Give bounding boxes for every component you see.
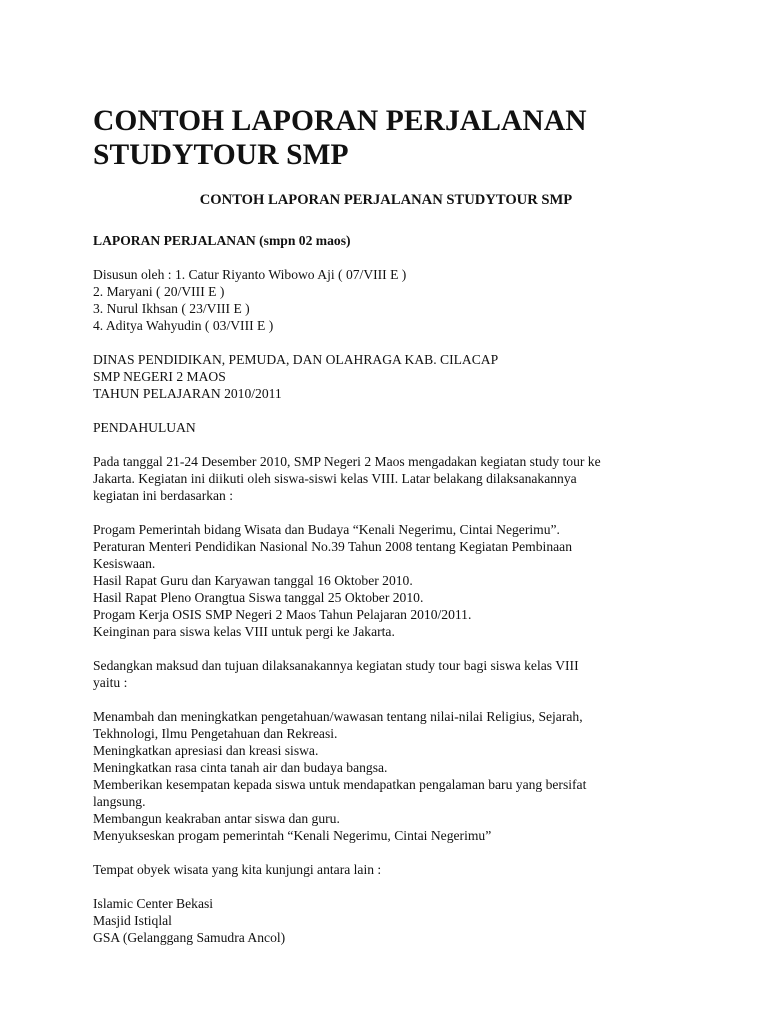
basis-item: Progam Kerja OSIS SMP Negeri 2 Maos Tahun Pelajaran 2010/2011. xyxy=(93,607,472,622)
intro-line: Pada tanggal 21-24 Desember 2010, SMP Negeri 2 Maos mengadakan kegiatan study tour ke xyxy=(93,454,601,469)
author-line: 2. Maryani ( 20/VIII E ) xyxy=(93,284,225,299)
document-subtitle: CONTOH LAPORAN PERJALANAN STUDYTOUR SMP xyxy=(199,192,573,208)
purpose-item: Menyukseskan progam pemerintah “Kenali Negerimu, Cintai Negerimu” xyxy=(93,828,492,843)
purpose-item: Menambah dan meningkatkan pengetahuan/wawasan tentang nilai-nilai Religius, Sejarah, xyxy=(93,709,583,724)
institution-line: TAHUN PELAJARAN 2010/2011 xyxy=(93,386,282,401)
basis-item: Hasil Rapat Pleno Orangtua Siswa tanggal 25 Oktober 2010. xyxy=(93,590,424,605)
basis-item: Peraturan Menteri Pendidikan Nasional No.39 Tahun 2008 tentang Kegiatan Pembinaan xyxy=(93,539,572,554)
place-item: GSA (Gelanggang Samudra Ancol) xyxy=(93,930,286,945)
document-title: CONTOH LAPORAN PERJALANAN STUDYTOUR SMP xyxy=(93,105,587,171)
intro-line: kegiatan ini berdasarkan : xyxy=(93,488,234,503)
institution-line: DINAS PENDIDIKAN, PEMUDA, DAN OLAHRAGA KAB. CILACAP xyxy=(93,352,499,367)
purpose-item: Meningkatkan rasa cinta tanah air dan budaya bangsa. xyxy=(93,760,388,775)
author-line: Disusun oleh : 1. Catur Riyanto Wibowo Aji ( 07/VIII E ) xyxy=(93,267,407,282)
author-line: 4. Aditya Wahyudin ( 03/VIII E ) xyxy=(93,318,274,333)
places-intro: Tempat obyek wisata yang kita kunjungi antara lain : xyxy=(93,862,382,877)
intro-line: Jakarta. Kegiatan ini diikuti oleh siswa-siswi kelas VIII. Latar belakang dilaksanakannya xyxy=(93,471,577,486)
basis-item: Kesiswaan. xyxy=(93,556,156,571)
report-heading: LAPORAN PERJALANAN (smpn 02 maos) xyxy=(93,233,351,248)
place-item: Islamic Center Bekasi xyxy=(93,896,214,911)
purpose-item: Meningkatkan apresiasi dan kreasi siswa. xyxy=(93,743,319,758)
purpose-line: yaitu : xyxy=(93,675,128,690)
institution-line: SMP NEGERI 2 MAOS xyxy=(93,369,226,384)
document-page xyxy=(93,104,693,946)
basis-item: Keinginan para siswa kelas VIII untuk pergi ke Jakarta. xyxy=(93,624,395,639)
purpose-item: langsung. xyxy=(93,794,146,809)
purpose-item: Tekhnologi, Ilmu Pengetahuan dan Rekreasi. xyxy=(93,726,338,741)
basis-item: Hasil Rapat Guru dan Karyawan tanggal 16 Oktober 2010. xyxy=(93,573,413,588)
author-line: 3. Nurul Ikhsan ( 23/VIII E ) xyxy=(93,301,250,316)
section-heading-pendahuluan: PENDAHULUAN xyxy=(93,420,196,435)
purpose-item: Membangun keakraban antar siswa dan guru. xyxy=(93,811,340,826)
place-item: Masjid Istiqlal xyxy=(93,913,172,928)
document-body xyxy=(93,232,693,946)
purpose-line: Sedangkan maksud dan tujuan dilaksanakannya kegiatan study tour bagi siswa kelas VIII xyxy=(93,658,579,673)
purpose-item: Memberikan kesempatan kepada siswa untuk mendapatkan pengalaman baru yang bersifat xyxy=(93,777,587,792)
basis-item: Progam Pemerintah bidang Wisata dan Budaya “Kenali Negerimu, Cintai Negerimu”. xyxy=(93,522,560,537)
